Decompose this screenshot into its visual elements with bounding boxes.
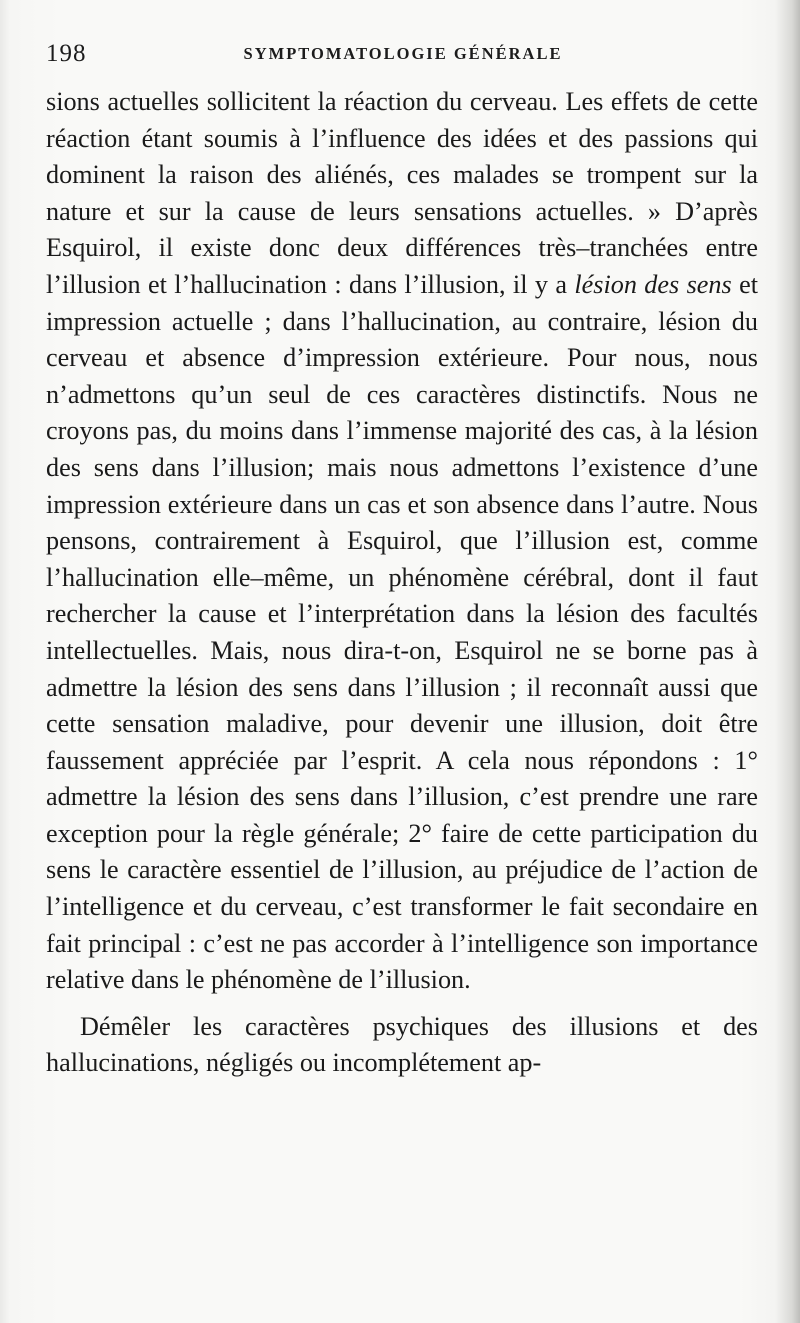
paragraph-1	[46, 84, 758, 999]
paragraph-2	[46, 1009, 758, 1082]
body-text	[46, 84, 758, 1082]
page-number: 198	[46, 40, 87, 67]
text-segment: et impression actuelle ; dans l’hallucination, au contraire, lésion du cerveau et absence d’impression extérieure. Pour nous, nous n’admettons qu’un seul de ces caractères distinctifs. Nous ne croyons pas, du moins dans l’immense majorité des cas, à la lésion des sens dans l’illusion; mais nous admettons l’existence d’une impression extérieure dans un cas et son absence dans l’autre. Nous pensons, contrairement à Esquirol, que l’illusion est, comme l’hallucination elle–même, un phénomène cérébral, dont il faut rechercher la cause et l’interprétation dans la lésion des facultés intellectuelles. Mais, nous dira-t-on, Esquirol ne se borne pas à admettre la lésion des sens dans l’illusion ; il reconnaît aussi que cette sensation maladive, pour devenir une illusion, doit être faussement appréciée par l’esprit. A cela nous répondons : 1° admettre la lésion des sens dans l’illusion, c’est prendre une rare exception pour la règle générale; 2° faire de cette participation du sens le caractère essentiel de l’illusion, au préjudice de l’action de l’intelligence et du cerveau, c’est transformer le fait secondaire en fait principal : c’est ne pas accorder à l’intelligence son importance relative dans le phénomène de l’illusion.	[46, 269, 758, 995]
text-segment: sions actuelles sollicitent la réaction du cerveau. Les effets de cette réaction étant soumis à l’influence des idées et des passions qui dominent la raison des aliénés, ces malades se trompent sur la nature et sur la cause de leurs sensations actuelles. » D’après Esquirol, il existe donc deux différences très–tranchées entre l’illusion et l’hallucination : dans l’illusion, il y a	[46, 87, 758, 299]
running-head: SYMPTOMATOLOGIE GÉNÉRALE	[243, 44, 563, 63]
text-segment: Démêler les caractères psychiques des illusions et des hallucinations, négligés ou incomplétement ap-	[46, 1011, 758, 1078]
page-header	[46, 40, 760, 74]
italic-phrase: lésion des sens	[574, 269, 732, 299]
